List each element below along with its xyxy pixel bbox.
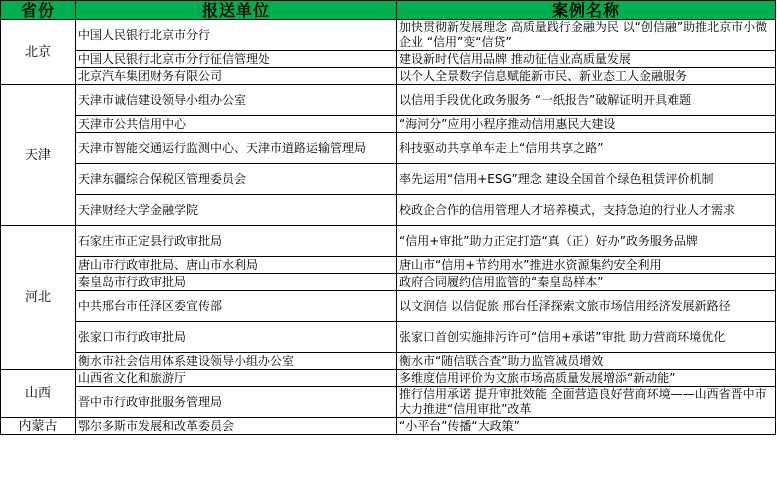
unit-cell: 晋中市行政审批服务管理局 <box>76 387 397 418</box>
unit-cell: 衡水市社会信用体系建设领导小组办公室 <box>76 353 397 370</box>
table-row <box>1 418 776 435</box>
case-cell: 加快贯彻新发展理念 高质量践行金融为民 以“创信融”助推北京市小微企业 “信用”变“信贷” <box>397 20 776 51</box>
province-cell-shanxi: 山西 <box>1 370 76 418</box>
unit-cell: 中共邢台市任泽区委宣传部 <box>76 291 397 322</box>
unit-cell: 天津市诚信建设领导小组办公室 <box>76 85 397 116</box>
unit-cell: 天津市智能交通运行监测中心、天津市道路运输管理局 <box>76 133 397 164</box>
case-cell: 以个人全景数字信息赋能新市民、新业态工人金融服务 <box>397 68 776 85</box>
header-province: 省份 <box>1 1 76 20</box>
table-row <box>1 195 776 226</box>
case-cell: 以信用手段优化政务服务 “一纸报告”破解证明开具难题 <box>397 85 776 116</box>
table-row <box>1 164 776 195</box>
table-row <box>1 291 776 322</box>
unit-cell: 唐山市行政审批局、唐山市水利局 <box>76 257 397 274</box>
case-cell: 多维度信用评价为文旅市场高质量发展增添“新动能” <box>397 370 776 387</box>
unit-cell: 北京汽车集团财务有限公司 <box>76 68 397 85</box>
case-cell: “信用+审批”助力正定打造“真（正）好办”政务服务品牌 <box>397 226 776 257</box>
table-row <box>1 68 776 85</box>
case-cell: “小平台”传播“大政策” <box>397 418 776 435</box>
case-cell: 以文润信 以信促旅 邢台任泽探索文旅市场信用经济发展新路径 <box>397 291 776 322</box>
case-cell: 政府合同履约信用监管的“秦皇岛样本” <box>397 274 776 291</box>
case-cell: 建设新时代信用品牌 推动征信业高质量发展 <box>397 51 776 68</box>
header-row <box>1 1 776 20</box>
table-row <box>1 20 776 51</box>
table-row <box>1 353 776 370</box>
unit-cell: 天津东疆综合保税区管理委员会 <box>76 164 397 195</box>
case-cell: 科技驱动共享单车走上“信用共享之路” <box>397 133 776 164</box>
case-cell: 衡水市“随信联合查”助力监管减员增效 <box>397 353 776 370</box>
province-cell-beijing: 北京 <box>1 20 76 85</box>
case-cell: 张家口首创实施排污许可“信用+承诺”审批 助力营商环境优化 <box>397 322 776 353</box>
header-unit: 报送单位 <box>76 1 397 20</box>
table-row <box>1 257 776 274</box>
unit-cell: 山西省文化和旅游厅 <box>76 370 397 387</box>
table-row <box>1 133 776 164</box>
case-cell: 校政企合作的信用管理人才培养模式，支持急迫的行业人才需求 <box>397 195 776 226</box>
table-row <box>1 387 776 418</box>
case-cell: 推行信用承诺 提升审批效能 全面营造良好营商环境——山西省晋中市大力推进“信用审批”改革 <box>397 387 776 418</box>
unit-cell: 中国人民银行北京市分行 <box>76 20 397 51</box>
table-row <box>1 370 776 387</box>
table-row <box>1 51 776 68</box>
province-cell-tianjin: 天津 <box>1 85 76 226</box>
unit-cell: 天津财经大学金融学院 <box>76 195 397 226</box>
case-cell: 率先运用“信用+ESG”理念 建设全国首个绿色租赁评价机制 <box>397 164 776 195</box>
table-row <box>1 85 776 116</box>
table-row <box>1 274 776 291</box>
table-row <box>1 226 776 257</box>
unit-cell: 中国人民银行北京市分行征信管理处 <box>76 51 397 68</box>
province-cell-hebei: 河北 <box>1 226 76 370</box>
province-cell-neimenggu: 内蒙古 <box>1 418 76 435</box>
unit-cell: 天津市公共信用中心 <box>76 116 397 133</box>
unit-cell: 石家庄市正定县行政审批局 <box>76 226 397 257</box>
unit-cell: 秦皇岛市行政审批局 <box>76 274 397 291</box>
case-cell: 唐山市“信用+节约用水”推进水资源集约安全利用 <box>397 257 776 274</box>
table-row <box>1 322 776 353</box>
header-case: 案例名称 <box>397 1 776 20</box>
unit-cell: 鄂尔多斯市发展和改革委员会 <box>76 418 397 435</box>
table-row <box>1 116 776 133</box>
unit-cell: 张家口市行政审批局 <box>76 322 397 353</box>
case-cell: “海河分”应用小程序推动信用惠民大建设 <box>397 116 776 133</box>
